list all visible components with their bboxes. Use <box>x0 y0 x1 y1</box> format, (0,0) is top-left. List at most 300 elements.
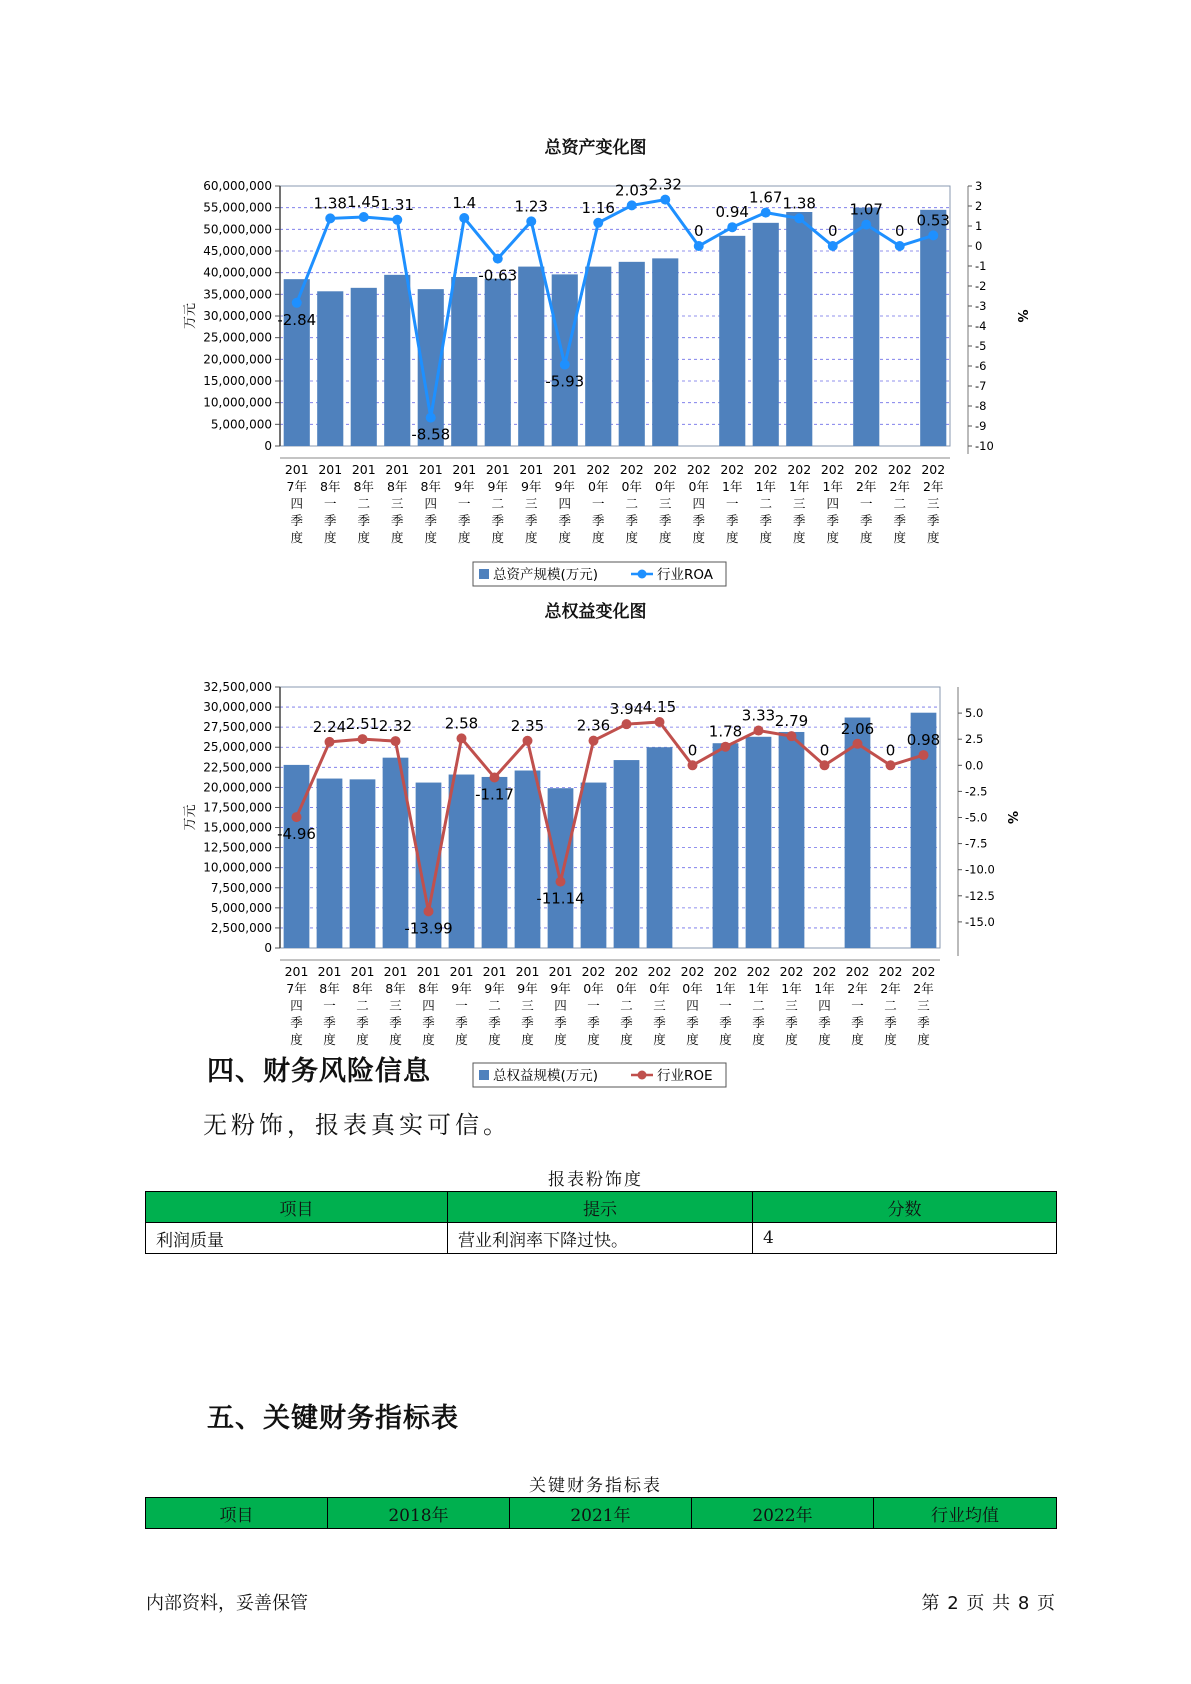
data-label: -5.93 <box>545 372 585 391</box>
bar <box>350 779 376 948</box>
legend-bar-swatch <box>479 1070 489 1080</box>
key-metrics-header <box>146 1498 1057 1529</box>
x-tick-label: 202 <box>586 462 611 477</box>
x-tick-label: 2年 <box>913 981 934 996</box>
x-tick-label: 四 <box>424 496 438 511</box>
x-tick-label: 1年 <box>748 981 769 996</box>
data-label: 2.79 <box>774 712 809 731</box>
y-tick-label: 27,500,000 <box>203 720 272 735</box>
x-tick-label: 度 <box>290 530 304 545</box>
data-label: 0 <box>687 741 698 760</box>
y-tick-label: 45,000,000 <box>203 244 272 258</box>
y-tick-label: 30,000,000 <box>203 309 272 323</box>
x-tick-label: 201 <box>318 462 343 477</box>
x-tick-label: 度 <box>356 1032 369 1047</box>
line-point <box>820 760 830 770</box>
y-tick-label: 15,000,000 <box>203 820 272 835</box>
x-tick-label: 季 <box>859 513 873 528</box>
x-tick-label: 202 <box>812 964 837 979</box>
data-label: -4.96 <box>277 825 316 844</box>
x-tick-label: 度 <box>558 530 572 545</box>
x-tick-label: 度 <box>725 530 739 545</box>
x-tick-label: 度 <box>323 1032 336 1047</box>
x-tick-label: 度 <box>818 1032 831 1047</box>
x-tick-label: 201 <box>351 462 376 477</box>
x-tick-label: 202 <box>720 462 745 477</box>
x-tick-label: 三 <box>792 496 806 511</box>
x-tick-label: 三 <box>917 998 930 1013</box>
x-tick-label: 季 <box>389 1015 402 1030</box>
x-tick-label: 度 <box>884 1032 897 1047</box>
line-point <box>490 773 500 783</box>
key-metrics-caption: 关键财务指标表 <box>529 1476 662 1496</box>
line-point <box>358 734 368 744</box>
x-tick-label: 2年 <box>880 981 901 996</box>
y2-tick-label: 0.0 <box>965 758 984 773</box>
data-label: 1.31 <box>380 195 414 214</box>
x-tick-label: 201 <box>552 462 577 477</box>
x-tick-label: 201 <box>383 964 408 979</box>
x-tick-label: 8年 <box>353 479 374 494</box>
x-tick-label: 四 <box>818 998 831 1013</box>
x-tick-label: 201 <box>317 964 342 979</box>
x-tick-label: 季 <box>686 1015 699 1030</box>
x-tick-label: 度 <box>752 1032 765 1047</box>
data-label: -11.14 <box>536 889 585 908</box>
data-label: 2.24 <box>312 717 347 736</box>
x-tick-label: 2年 <box>847 981 868 996</box>
data-label: 0 <box>894 222 905 240</box>
x-tick-label: 201 <box>452 462 477 477</box>
x-tick-label: 1年 <box>814 981 835 996</box>
y-tick-label: 25,000,000 <box>203 740 272 755</box>
x-tick-label: 季 <box>323 1015 336 1030</box>
x-tick-label: 度 <box>524 530 538 545</box>
x-tick-label: 度 <box>620 1032 633 1047</box>
x-tick-label: 一 <box>591 496 605 511</box>
x-tick-label: 季 <box>826 513 840 528</box>
x-tick-label: 0年 <box>616 981 637 996</box>
x-tick-label: 0年 <box>583 981 604 996</box>
x-tick-label: 202 <box>921 462 946 477</box>
x-tick-label: 202 <box>647 964 672 979</box>
legend-line-label: 行业ROE <box>657 1068 713 1084</box>
x-tick-label: 二 <box>625 496 639 511</box>
legend-line-marker <box>638 1071 647 1080</box>
x-tick-label: 201 <box>449 964 474 979</box>
x-tick-label: 201 <box>515 964 540 979</box>
x-tick-label: 8年 <box>420 479 441 494</box>
y-tick-label: 30,000,000 <box>203 700 272 715</box>
x-tick-label: 季 <box>653 1015 666 1030</box>
legend-bar-label: 总权益规模(万元) <box>493 1068 599 1084</box>
y-tick-label: 10,000,000 <box>203 860 272 875</box>
y2-tick-label: -2.5 <box>965 784 988 799</box>
data-label: 1.78 <box>708 722 743 741</box>
x-tick-label: 202 <box>854 462 879 477</box>
x-tick-label: 202 <box>680 964 705 979</box>
y-tick-label: 40,000,000 <box>203 265 272 280</box>
data-label: 0.94 <box>715 203 749 222</box>
x-tick-label: 202 <box>911 964 936 979</box>
bar <box>614 760 640 948</box>
x-tick-label: 三 <box>389 998 402 1013</box>
x-tick-label: 季 <box>625 513 639 528</box>
x-tick-label: 度 <box>826 530 840 545</box>
x-tick-label: 季 <box>424 513 438 528</box>
x-tick-label: 201 <box>284 462 309 477</box>
x-tick-label: 度 <box>488 1032 501 1047</box>
x-tick-label: 季 <box>759 513 773 528</box>
x-tick-label: 度 <box>390 530 404 545</box>
header-cell: 项目 <box>146 1498 328 1529</box>
y2-tick-label: -8 <box>975 399 987 413</box>
bar <box>317 779 343 948</box>
table-cell: 4 <box>753 1223 1057 1254</box>
x-tick-label: 8年 <box>319 981 340 996</box>
x-tick-label: 2年 <box>923 479 944 494</box>
y-tick-label: 60,000,000 <box>203 179 272 193</box>
data-label: -13.99 <box>404 919 453 938</box>
line-point <box>622 719 632 729</box>
x-tick-label: 201 <box>519 462 544 477</box>
data-label: 1.07 <box>849 200 883 219</box>
x-tick-label: 0年 <box>588 479 609 494</box>
y2-tick-label: 0 <box>975 239 983 253</box>
data-label: -8.58 <box>411 425 451 444</box>
y2-tick-label: -2 <box>975 279 987 293</box>
x-tick-label: 季 <box>587 1015 600 1030</box>
data-label: 1.23 <box>514 197 548 216</box>
x-tick-label: 三 <box>926 496 940 511</box>
y2-tick-label: -3 <box>975 299 987 313</box>
chart2-title: 总权益变化图 <box>544 602 647 622</box>
y2-tick-label: -7.5 <box>965 836 988 851</box>
x-tick-label: 三 <box>521 998 534 1013</box>
x-tick-label: 季 <box>692 513 706 528</box>
x-tick-label: 二 <box>356 998 369 1013</box>
x-tick-label: 三 <box>658 496 672 511</box>
line-point <box>556 877 566 887</box>
data-label: 0 <box>819 741 830 760</box>
line-point <box>919 750 929 760</box>
x-tick-label: 季 <box>457 513 471 528</box>
x-tick-label: 201 <box>548 964 573 979</box>
x-tick-label: 季 <box>591 513 605 528</box>
data-label: 1.38 <box>313 194 347 213</box>
x-tick-label: 8年 <box>352 981 373 996</box>
x-tick-label: 9年 <box>550 981 571 996</box>
x-tick-label: 度 <box>591 530 605 545</box>
x-tick-label: 9年 <box>484 981 505 996</box>
y2-tick-label: 5.0 <box>965 706 984 721</box>
x-tick-label: 一 <box>725 496 739 511</box>
data-label: 2.06 <box>840 719 875 738</box>
x-tick-label: 二 <box>759 496 773 511</box>
header-cell: 行业均值 <box>874 1498 1057 1529</box>
x-tick-label: 一 <box>457 496 471 511</box>
y2-tick-label: -10.0 <box>965 862 995 877</box>
x-tick-label: 201 <box>485 462 510 477</box>
y2-tick-label: -4 <box>975 319 987 333</box>
x-tick-label: 四 <box>558 496 572 511</box>
bar <box>581 783 607 948</box>
x-tick-label: 度 <box>457 530 471 545</box>
y2-tick-label: -5 <box>975 339 987 353</box>
y-tick-label: 50,000,000 <box>203 222 272 237</box>
data-label: 2.51 <box>345 715 380 734</box>
bar <box>713 743 739 948</box>
x-tick-label: 201 <box>284 964 309 979</box>
x-tick-label: 度 <box>455 1032 468 1047</box>
y-tick-label: 22,500,000 <box>203 760 272 775</box>
x-tick-label: 二 <box>884 998 897 1013</box>
data-label: 1.38 <box>782 194 816 213</box>
y-tick-label: 17,500,000 <box>203 800 272 815</box>
x-tick-label: 季 <box>491 513 505 528</box>
header-cell: 2021年 <box>510 1498 692 1529</box>
y-axis-label: 万元 <box>183 804 198 831</box>
x-tick-label: 202 <box>878 964 903 979</box>
data-label: 3.94 <box>609 700 644 719</box>
y-tick-label: 55,000,000 <box>203 200 272 215</box>
key-metrics-table <box>145 1497 1057 1529</box>
x-tick-label: 二 <box>491 496 505 511</box>
x-tick-label: 一 <box>859 496 873 511</box>
x-tick-label: 7年 <box>286 479 307 494</box>
x-tick-label: 一 <box>323 998 336 1013</box>
bar <box>647 747 673 948</box>
data-label: 2.32 <box>378 717 413 736</box>
y2-tick-label: -9 <box>975 419 987 433</box>
x-tick-label: 度 <box>491 530 505 545</box>
x-tick-label: 0年 <box>655 479 676 494</box>
x-tick-label: 季 <box>554 1015 567 1030</box>
x-tick-label: 季 <box>455 1015 468 1030</box>
x-tick-label: 9年 <box>554 479 575 494</box>
x-tick-label: 9年 <box>487 479 508 494</box>
x-tick-label: 度 <box>357 530 371 545</box>
data-label: 2.58 <box>444 714 479 733</box>
y2-axis-label: % <box>1004 810 1019 825</box>
page-number: 第 2 页 共 8 页 <box>921 1593 1056 1614</box>
x-tick-label: 201 <box>350 964 375 979</box>
x-tick-label: 202 <box>820 462 845 477</box>
x-tick-label: 度 <box>653 1032 666 1047</box>
y2-tick-label: 2 <box>975 199 983 213</box>
section4-heading: 四、财务风险信息 <box>207 1056 431 1087</box>
x-tick-label: 度 <box>290 1032 303 1047</box>
x-tick-label: 0年 <box>621 479 642 494</box>
y-tick-label: 32,500,000 <box>203 680 272 694</box>
line-point <box>886 760 896 770</box>
x-tick-label: 8年 <box>418 981 439 996</box>
x-tick-label: 8年 <box>320 479 341 494</box>
x-tick-label: 度 <box>521 1032 534 1047</box>
y-tick-label: 5,000,000 <box>210 900 272 915</box>
x-tick-label: 一 <box>455 998 468 1013</box>
x-tick-label: 四 <box>686 998 699 1013</box>
x-tick-label: 度 <box>917 1032 930 1047</box>
data-label: 0.98 <box>906 731 941 750</box>
x-tick-label: 季 <box>752 1015 765 1030</box>
x-tick-label: 季 <box>524 513 538 528</box>
x-tick-label: 季 <box>558 513 572 528</box>
x-tick-label: 度 <box>692 530 706 545</box>
risk-table-caption: 报表粉饰度 <box>548 1170 643 1190</box>
x-tick-label: 季 <box>884 1015 897 1030</box>
x-tick-label: 度 <box>422 1032 435 1047</box>
x-tick-label: 度 <box>719 1032 732 1047</box>
table-cell: 营业利润率下降过快。 <box>448 1223 753 1254</box>
x-tick-label: 度 <box>658 530 672 545</box>
x-tick-label: 202 <box>619 462 644 477</box>
y2-tick-label: -7 <box>975 379 987 393</box>
data-label: 1.67 <box>749 188 783 207</box>
bar <box>845 718 871 948</box>
x-tick-label: 1年 <box>755 479 776 494</box>
line-point <box>853 739 863 749</box>
x-tick-label: 季 <box>792 513 806 528</box>
data-label: 2.03 <box>615 181 649 200</box>
y2-tick-label: -15.0 <box>965 914 995 929</box>
x-tick-label: 季 <box>725 513 739 528</box>
y-tick-label: 12,500,000 <box>203 840 272 855</box>
x-tick-label: 二 <box>488 998 501 1013</box>
x-tick-label: 8年 <box>385 981 406 996</box>
data-label: 0 <box>827 222 838 240</box>
data-label: -2.84 <box>277 310 317 329</box>
table-row <box>146 1223 1057 1254</box>
data-label: 2.32 <box>648 175 682 194</box>
y2-tick-label: -10 <box>975 439 994 453</box>
x-tick-label: 度 <box>792 530 806 545</box>
x-tick-label: 202 <box>713 964 738 979</box>
x-tick-label: 1年 <box>722 479 743 494</box>
x-tick-label: 四 <box>554 998 567 1013</box>
x-tick-label: 202 <box>746 964 771 979</box>
x-tick-label: 202 <box>779 964 804 979</box>
y2-tick-label: -6 <box>975 359 987 373</box>
x-tick-label: 三 <box>785 998 798 1013</box>
data-label: 4.15 <box>642 697 677 716</box>
x-tick-label: 202 <box>653 462 678 477</box>
data-label: 1.45 <box>347 193 381 211</box>
header-cell: 提示 <box>448 1192 753 1223</box>
data-label: 0 <box>885 741 896 760</box>
x-tick-label: 7年 <box>286 981 307 996</box>
legend-line-label: 行业ROA <box>657 567 714 583</box>
chart1-title: 总资产变化图 <box>544 138 647 158</box>
y2-tick-label: -5.0 <box>965 810 988 825</box>
x-tick-label: 9年 <box>454 479 475 494</box>
line-point <box>457 733 467 743</box>
x-tick-label: 一 <box>323 496 337 511</box>
header-cell: 项目 <box>146 1192 448 1223</box>
section5-heading: 五、关键财务指标表 <box>207 1403 459 1434</box>
x-tick-label: 季 <box>422 1015 435 1030</box>
section4-text: 无粉饰，报表真实可信。 <box>203 1111 511 1139</box>
x-tick-label: 度 <box>759 530 773 545</box>
x-tick-label: 一 <box>719 998 732 1013</box>
x-tick-label: 二 <box>620 998 633 1013</box>
line-point <box>424 906 434 916</box>
x-tick-label: 四 <box>290 496 304 511</box>
table-cell: 利润质量 <box>146 1223 448 1254</box>
data-label: -0.63 <box>478 266 518 285</box>
line-point <box>754 726 764 736</box>
x-tick-label: 度 <box>686 1032 699 1047</box>
x-tick-label: 0年 <box>649 981 670 996</box>
x-tick-label: 季 <box>926 513 940 528</box>
line-point <box>523 736 533 746</box>
x-tick-label: 季 <box>818 1015 831 1030</box>
y2-axis-label: % <box>1014 309 1029 323</box>
x-tick-label: 2年 <box>856 479 877 494</box>
x-tick-label: 季 <box>356 1015 369 1030</box>
x-tick-label: 季 <box>357 513 371 528</box>
data-label: 2.36 <box>576 716 611 735</box>
data-label: 1.16 <box>581 198 615 217</box>
y2-tick-label: 2.5 <box>965 732 984 747</box>
x-tick-label: 度 <box>625 530 639 545</box>
x-tick-label: 1年 <box>715 981 736 996</box>
y2-tick-label: -12.5 <box>965 888 995 903</box>
legend-bar-label: 总资产规模(万元) <box>493 567 599 583</box>
x-tick-label: 201 <box>418 462 443 477</box>
x-tick-label: 201 <box>416 964 441 979</box>
x-tick-label: 202 <box>686 462 711 477</box>
x-tick-label: 度 <box>323 530 337 545</box>
x-tick-label: 度 <box>926 530 940 545</box>
x-tick-label: 季 <box>917 1015 930 1030</box>
y-tick-label: 7,500,000 <box>210 880 272 895</box>
x-tick-label: 8年 <box>387 479 408 494</box>
data-label: 0.53 <box>916 211 950 230</box>
line-point <box>391 736 401 746</box>
x-tick-label: 季 <box>658 513 672 528</box>
x-tick-label: 二 <box>357 496 371 511</box>
y-tick-label: 35,000,000 <box>203 287 272 302</box>
x-tick-label: 季 <box>719 1015 732 1030</box>
line-point <box>589 736 599 746</box>
y-tick-label: 0 <box>264 941 272 955</box>
data-label: 3.33 <box>741 706 776 725</box>
line-point <box>688 760 698 770</box>
x-tick-label: 9年 <box>517 981 538 996</box>
x-tick-label: 201 <box>385 462 410 477</box>
x-tick-label: 四 <box>290 998 303 1013</box>
x-tick-label: 三 <box>524 496 538 511</box>
line-point <box>292 812 302 822</box>
x-tick-label: 四 <box>422 998 435 1013</box>
x-tick-label: 三 <box>390 496 404 511</box>
data-label: 0 <box>693 222 704 240</box>
x-tick-label: 三 <box>653 998 666 1013</box>
bar <box>746 737 772 948</box>
x-tick-label: 201 <box>482 964 507 979</box>
x-tick-label: 9年 <box>451 981 472 996</box>
x-tick-label: 1年 <box>789 479 810 494</box>
risk-table-header <box>146 1192 1057 1223</box>
x-tick-label: 2年 <box>889 479 910 494</box>
line-point <box>721 742 731 752</box>
x-tick-label: 202 <box>845 964 870 979</box>
y-axis-label: 万元 <box>183 302 198 330</box>
line-point <box>787 731 797 741</box>
y-tick-label: 10,000,000 <box>203 395 272 410</box>
x-tick-label: 季 <box>290 1015 303 1030</box>
